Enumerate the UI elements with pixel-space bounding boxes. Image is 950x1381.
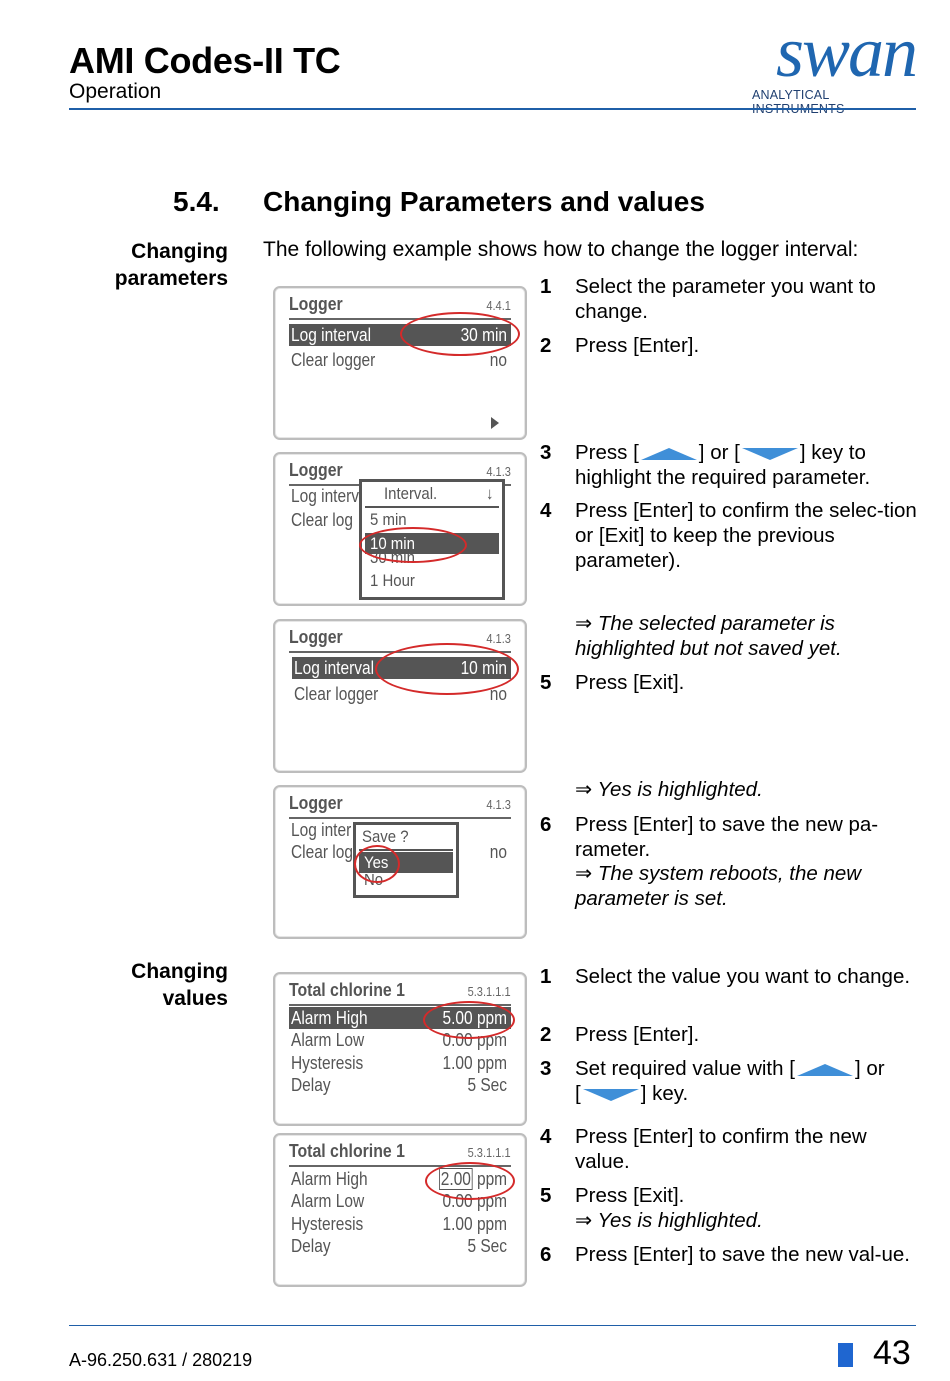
row-value: 5.00 ppm	[442, 1008, 507, 1028]
side-label-changing-values	[131, 958, 228, 1012]
step-result	[540, 777, 920, 803]
side-label-line: Changing	[131, 240, 228, 263]
popup-option: 1 Hour	[370, 571, 415, 590]
popup-option: No	[364, 874, 384, 888]
result-arrow-icon: ⇒	[575, 612, 593, 635]
step-number: 6	[540, 813, 552, 836]
row-value: 1.00 ppm	[442, 1053, 507, 1073]
side-label-line: parameters	[114, 267, 228, 290]
row-value: 1.00 ppm	[442, 1214, 507, 1234]
step-number: 5	[540, 671, 552, 694]
popup-option-selected: Yes	[359, 852, 453, 873]
result-arrow-icon: ⇒	[575, 1209, 593, 1232]
step-item	[540, 812, 920, 916]
step-number: 1	[540, 275, 552, 298]
intro-text: The following example shows how to change the logger interval:	[263, 238, 859, 261]
screen-title: Logger	[289, 627, 343, 647]
step-number: 3	[540, 441, 552, 464]
row-label: Hysteresis	[291, 1214, 364, 1234]
lcd-screen-logger-3	[273, 619, 527, 773]
value-unit: ppm	[476, 1169, 507, 1189]
section-title: Changing Parameters and values	[263, 186, 705, 217]
step-item	[540, 333, 920, 359]
step-item	[540, 274, 920, 326]
document-subtitle: Operation	[69, 80, 162, 103]
step-text: Press [Enter].	[575, 334, 700, 357]
row-label: Log interval	[294, 658, 375, 678]
row-value: no	[489, 842, 507, 862]
step-number: 2	[540, 1023, 552, 1046]
scroll-right-icon	[491, 417, 499, 429]
menu-row-hysteresis	[289, 1052, 511, 1074]
step-text: Press [Enter].	[575, 1023, 700, 1046]
step-text: Press [Enter] to confirm the selec-tion or [Exit] to keep the previous parameter).	[575, 499, 917, 572]
result-text	[575, 777, 920, 802]
row-value: no	[489, 684, 507, 704]
step-result	[540, 611, 920, 663]
step-item	[540, 964, 920, 1016]
row-label: Alarm High	[291, 1008, 368, 1028]
row-value: 0.00 ppm	[442, 1191, 507, 1211]
step-text: Press [Enter] to confirm the new value.	[575, 1125, 867, 1173]
page-number: 43	[873, 1334, 911, 1372]
row-label: Clear logger	[291, 350, 376, 370]
down-key-icon	[581, 1087, 641, 1103]
step-item	[540, 498, 920, 576]
step-text-part: ] or	[854, 1057, 885, 1080]
swan-logo	[752, 12, 918, 106]
step-number: 4	[540, 1125, 552, 1148]
step-text	[575, 1056, 920, 1106]
step-item	[540, 440, 920, 492]
lcd-screen-chlorine-2	[273, 1133, 527, 1287]
screen-title: Logger	[289, 793, 343, 813]
header-divider	[69, 108, 916, 110]
row-label: Hysteresis	[291, 1053, 364, 1073]
row-value: 30 min	[460, 325, 507, 345]
popup-title: Save ?	[362, 827, 409, 846]
menu-row-hysteresis	[289, 1213, 511, 1235]
step-text-part: [	[575, 1082, 581, 1105]
result-arrow-icon: ⇒	[575, 778, 593, 801]
row-label: Delay	[291, 1236, 331, 1256]
document-number: A-96.250.631 / 280219	[69, 1350, 253, 1370]
up-key-icon	[639, 446, 699, 462]
step-text-part: Press [	[575, 441, 639, 464]
result-text	[575, 861, 920, 911]
highlight-circle	[400, 312, 520, 356]
result-arrow-icon: ⇒	[575, 862, 593, 885]
footer-divider	[69, 1325, 916, 1326]
step-item	[540, 670, 920, 696]
highlight-circle	[354, 845, 400, 883]
down-key-icon	[740, 446, 800, 462]
lcd-screen-chlorine-1	[273, 972, 527, 1126]
row-label: Alarm Low	[291, 1191, 365, 1211]
value-edit-box[interactable]: 2.00	[440, 1169, 471, 1189]
result-text	[575, 611, 925, 661]
row-label: Delay	[291, 1075, 331, 1095]
menu-row-delay	[289, 1235, 511, 1257]
popup-option-selected: 10 min	[365, 533, 499, 554]
screen-menu-code: 5.3.1.1.1	[467, 984, 511, 999]
row-label: Clear logger	[294, 684, 379, 704]
highlight-circle	[425, 1162, 515, 1200]
row-value: 5 Sec	[467, 1236, 507, 1256]
step-item	[540, 1183, 920, 1235]
step-text: Select the parameter you want to change.	[575, 275, 876, 323]
step-text	[575, 440, 920, 490]
side-label-line: Changing	[131, 960, 228, 983]
step-text-part: Set required value with [	[575, 1057, 795, 1080]
step-number: 1	[540, 965, 552, 988]
logo-wordmark: swan	[775, 12, 916, 92]
screen-title: Logger	[289, 460, 343, 480]
step-number: 2	[540, 334, 552, 357]
highlight-circle	[375, 643, 519, 695]
step-text: Press [Enter] to save the new pa-rameter.	[575, 813, 879, 861]
result-message: The selected parameter is highlighted but not saved yet.	[575, 612, 842, 660]
step-number: 5	[540, 1184, 552, 1207]
row-value: no	[489, 350, 507, 370]
logo-tagline: ANALYTICAL	[752, 88, 830, 102]
screen-menu-code: 5.3.1.1.1	[467, 1145, 511, 1160]
step-text: Select the value you want to change.	[575, 965, 911, 988]
step-item	[540, 1124, 920, 1176]
result-message: Yes is highlighted.	[597, 1209, 763, 1232]
side-label-line: values	[162, 987, 228, 1010]
result-message: The system reboots, the new parameter is set.	[575, 862, 862, 910]
step-text-part: ] key.	[640, 1082, 689, 1105]
highlight-circle	[359, 527, 467, 563]
step-text-part: ] key to highlight the required parameter.	[575, 441, 871, 489]
side-label-changing-parameters	[115, 238, 228, 292]
result-message: Yes is highlighted.	[597, 778, 763, 801]
lcd-screen-logger-4	[273, 785, 527, 939]
lcd-screen-logger-1	[273, 286, 527, 440]
result-text	[575, 1208, 920, 1233]
popup-title-rule	[365, 506, 499, 508]
row-label: Log interv	[291, 486, 359, 506]
row-label: Alarm High	[291, 1169, 368, 1189]
step-text: Press [Enter] to save the new val-ue.	[575, 1243, 910, 1266]
down-arrow-icon: ↓	[486, 484, 494, 503]
screen-title: Total chlorine 1	[289, 980, 405, 1000]
screen-title: Logger	[289, 294, 343, 314]
step-number: 4	[540, 499, 552, 522]
row-label: Clear log	[291, 510, 353, 530]
screen-menu-code: 4.1.3	[486, 797, 511, 812]
step-item	[540, 1242, 920, 1294]
step-number: 6	[540, 1243, 552, 1266]
step-text: Press [Exit].	[575, 671, 685, 694]
screen-title: Total chlorine 1	[289, 1141, 405, 1161]
page-marker	[838, 1343, 853, 1367]
screen-menu-code: 4.1.3	[486, 631, 511, 646]
row-label: Log interval	[291, 325, 372, 345]
row-value: 10 min	[460, 658, 507, 678]
row-value: 5 Sec	[467, 1075, 507, 1095]
step-item	[540, 1022, 920, 1048]
row-label: Clear log	[291, 842, 353, 862]
screen-menu-code: 4.1.3	[486, 464, 511, 479]
menu-row-delay	[289, 1074, 511, 1096]
up-key-icon	[795, 1062, 855, 1078]
row-label: Alarm Low	[291, 1030, 365, 1050]
row-value: 0.00 ppm	[442, 1030, 507, 1050]
row-label: Log inter	[291, 820, 352, 840]
document-title: AMI Codes-II TC	[69, 40, 341, 81]
screen-menu-code: 4.4.1	[486, 298, 511, 313]
step-text: Press [Exit].	[575, 1184, 685, 1207]
section-number: 5.4.	[173, 186, 220, 217]
step-number: 3	[540, 1057, 552, 1080]
step-text-part: ] or [	[698, 441, 740, 464]
popup-option: 5 min	[370, 510, 407, 529]
popup-option: 30 min	[370, 552, 415, 566]
step-item	[540, 1056, 920, 1108]
popup-title: Interval.	[384, 484, 438, 503]
lcd-screen-logger-2	[273, 452, 527, 606]
highlight-circle	[423, 1001, 515, 1039]
